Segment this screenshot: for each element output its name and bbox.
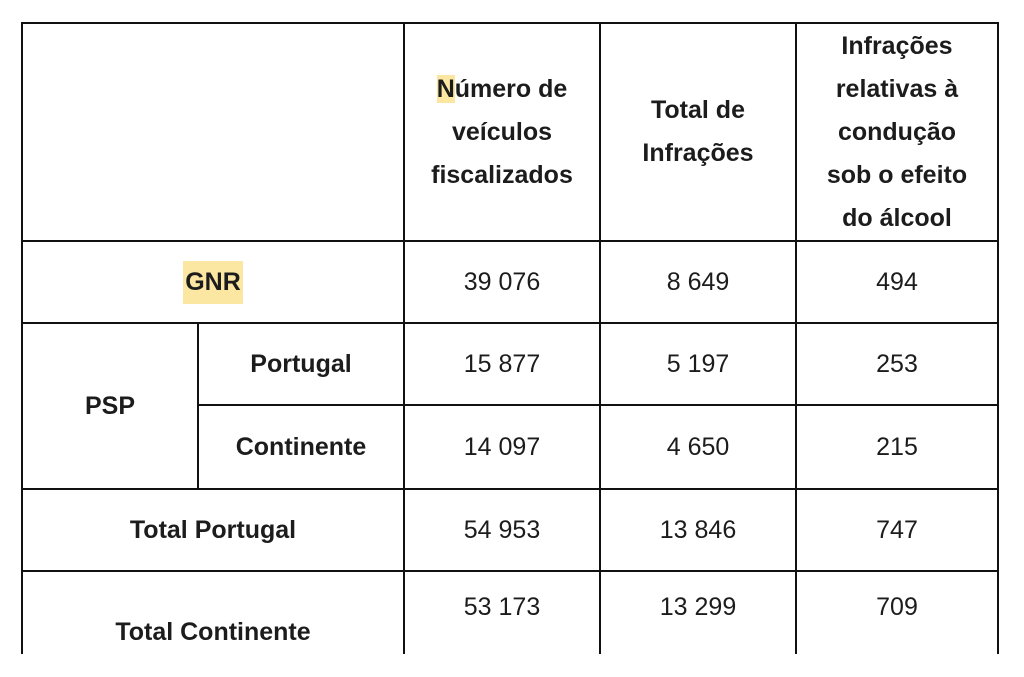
header-empty-cell xyxy=(23,24,403,240)
row-label-total-continente: Total Continente xyxy=(23,572,403,660)
row-label-psp-continente: Continente xyxy=(199,406,403,488)
psp-continente-total-infractions: 4 650 xyxy=(601,406,795,488)
header-total-infractions: Total de Infrações xyxy=(601,24,795,240)
psp-continente-vehicles: 14 097 xyxy=(405,406,599,488)
header-alcohol-infractions: Infrações relativas à condução sob o efeito do álcool xyxy=(797,24,997,240)
row-label-total-portugal: Total Portugal xyxy=(23,490,403,570)
gnr-total-infractions: 8 649 xyxy=(601,242,795,322)
gnr-alcohol-infractions: 494 xyxy=(797,242,997,322)
row-label-gnr xyxy=(23,242,403,322)
psp-portugal-vehicles: 15 877 xyxy=(405,324,599,404)
total-portugal-total-infractions: 13 846 xyxy=(601,490,795,570)
data-table xyxy=(21,22,999,654)
header-vehicles-text: úmero de veículos fiscalizados xyxy=(431,74,573,189)
header-vehicles-highlight: N xyxy=(436,74,455,103)
psp-portugal-alcohol-infractions: 253 xyxy=(797,324,997,404)
total-portugal-vehicles: 54 953 xyxy=(405,490,599,570)
total-continente-vehicles: 53 173 xyxy=(405,572,599,660)
gnr-vehicles: 39 076 xyxy=(405,242,599,322)
psp-continente-alcohol-infractions: 215 xyxy=(797,406,997,488)
total-continente-total-infractions: 13 299 xyxy=(601,572,795,660)
header-vehicles-inspected xyxy=(405,24,599,240)
gnr-label-highlight: GNR xyxy=(183,261,243,304)
total-continente-alcohol-infractions: 709 xyxy=(797,572,997,660)
total-portugal-alcohol-infractions: 747 xyxy=(797,490,997,570)
row-label-psp-portugal: Portugal xyxy=(199,324,403,404)
psp-portugal-total-infractions: 5 197 xyxy=(601,324,795,404)
row-label-psp: PSP xyxy=(23,324,197,488)
